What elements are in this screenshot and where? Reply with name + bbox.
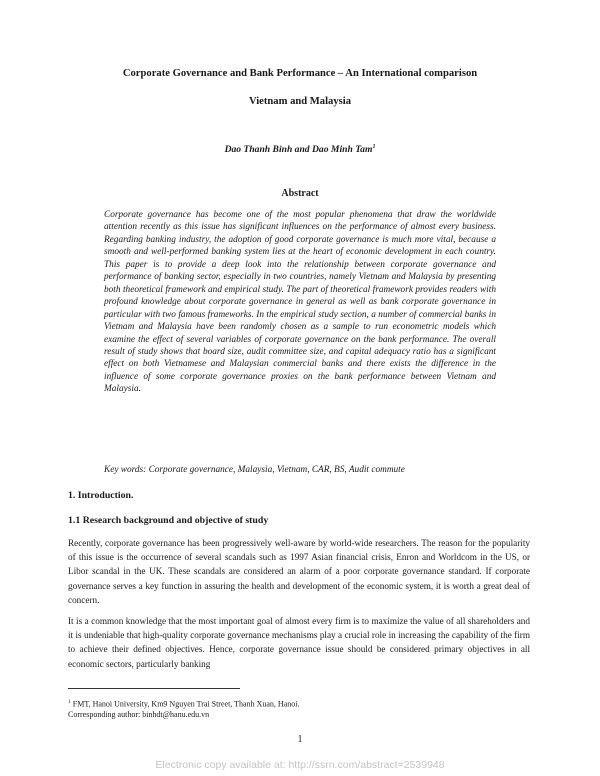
- footnote-affiliation-text: FMT, Hanoi University, Km9 Nguyen Trai Street, Thanh Xuan, Hanoi.: [70, 699, 300, 709]
- subsection-heading-background: 1.1 Research background and objective of study: [68, 515, 269, 526]
- section-heading-introduction: 1. Introduction.: [68, 490, 134, 501]
- footnote-mark: 1: [68, 699, 71, 705]
- author-footnote-mark: 1: [372, 144, 376, 150]
- ssrn-watermark: Electronic copy available at: http://ssrn.com/abstract=2539948: [155, 759, 445, 771]
- abstract-heading: Abstract: [281, 188, 319, 199]
- intro-paragraph-2: It is a common knowledge that the most important goal of almost every firm is to maximize the value of all shareholders and it is undeniable that high-quality corporate governance mechanisms play a crucial role in increasing the capability of the firm to achieve their defined objectives. Hence, corporate governance issue should be considered primary objectives in all economic sectors, particularly banking: [68, 616, 530, 669]
- paper-title-line-2: Vietnam and Malaysia: [248, 96, 352, 107]
- paper-authors: [0, 144, 600, 155]
- footnote-affiliation: [68, 697, 538, 710]
- paper-title-line-1: Corporate Governance and Bank Performance – An International comparison: [122, 68, 478, 79]
- page-number: 1: [297, 734, 303, 745]
- intro-paragraph-1: Recently, corporate governance has been progressively well-aware by world-wide researchers. The reason for the popularity of this issue is the occurrence of several scandals such as 1997 Asian financial crisis, Enron and Worldcom in the US, or Libor scandal in the UK. These scandals are considered an alarm of a poor corporate governance standard. If corporate governance serves a key function in assuring the health and development of the economic system, it is worth a great deal of concern.: [68, 538, 530, 605]
- footnote-corresponding-author: Corresponding author: binhdt@hanu.edu.vn: [68, 710, 210, 719]
- author-names: Dao Thanh Binh and Dao Minh Tam: [224, 144, 373, 156]
- keywords: Key words: Corporate governance, Malaysia, Vietnam, CAR, BS, Audit commute: [104, 465, 405, 475]
- footnote-divider: [68, 688, 240, 689]
- abstract-body: Corporate governance has become one of the most popular phenomena that draw the worldwide attention recently as this issue has significant influences on the performance of almost every business. Regarding banking industry, the adoption of good corporate governance is much more vital, because a smooth and well-performed banking system lies at the heart of economic development in each country. This paper is to provide a deep look into the relationship between corporate governance and performance of banking sector, especially in two countries, namely Vietnam and Malaysia by presenting both theoretical framework and empirical study. The part of theoretical framework provides readers with profound knowledge about corporate governance in general as well as bank corporate governance in particular with two famous frameworks. In the empirical study section, a number of commercial banks in Vietnam and Malaysia have been randomly chosen as a sample to run econometric models which examine the effect of several variables of corporate governance on the bank performance. The overall result of study shows that board size, audit committee size, and capital adequacy ratio has a significant effect on both Vietnamese and Malaysian commercial banks and there exists the difference in the influence of some corporate governance proxies on the bank performance between Vietnam and Malaysia.: [104, 210, 496, 395]
